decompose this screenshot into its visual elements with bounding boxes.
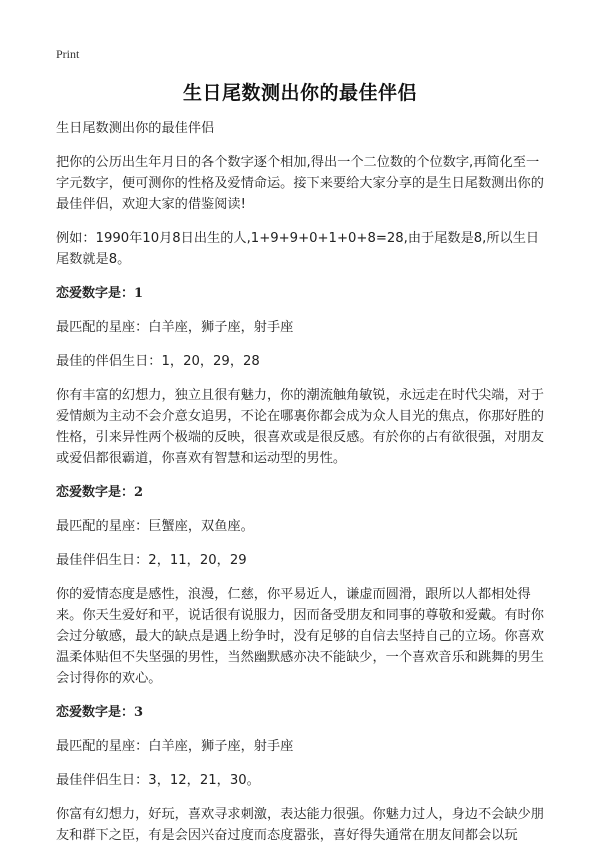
example-paragraph: 例如：1990年10月8日出生的人,1+9+9+0+1+0+8=28,由于尾数是8,所以生日尾数就是8。 bbox=[56, 231, 540, 267]
section-heading-1: 恋爱数字是：1 bbox=[56, 286, 144, 301]
section-description-3: 你富有幻想力，好玩，喜欢寻求刺激，表达能力很强。你魅力过人，身边不会缺少朋友和群下之臣，有是会因兴奋过度而态度嚣张，喜好得失通常在朋友间都会以玩 bbox=[56, 807, 544, 843]
section-birthdays-1: 最佳的伴侣生日：1，20，29，28 bbox=[56, 354, 260, 369]
page-title: 生日尾数测出你的最佳伴侣 bbox=[182, 82, 417, 104]
intro-paragraph: 把你的公历出生年月日的各个数字逐个相加,得出一个二位数的个位数字,再简化至一字元数字，便可测你的性格及爱情命运。接下来要给大家分享的是生日尾数测出你的最佳伴侣，欢迎大家的借鉴阅读! bbox=[56, 155, 544, 212]
section-heading-3: 恋爱数字是：3 bbox=[56, 705, 144, 720]
article-body bbox=[56, 118, 550, 859]
section-birthdays-3: 最佳伴侣生日：3，12，21，30。 bbox=[56, 773, 260, 788]
print-link[interactable]: Print bbox=[56, 47, 80, 61]
section-description-1: 你有丰富的幻想力，独立且很有魅力，你的潮流触角敏锐，永远走在时代尖端，对于爱情颇为主动不会介意女追男，不论在哪裏你都会成为众人目光的焦点，你那好胜的性格，引来异性两个极端的反映，很喜欢或是很反感。有於你的占有欲很强，对朋友或爱侣都很霸道，你喜欢有智慧和运动型的男性。 bbox=[56, 388, 544, 466]
section-match-2: 最匹配的星座：巨蟹座，双鱼座。 bbox=[56, 519, 254, 534]
section-heading-2: 恋爱数字是：2 bbox=[56, 485, 144, 500]
section-birthdays-2: 最佳伴侣生日：2，11，20，29 bbox=[56, 553, 247, 568]
section-match-1: 最匹配的星座：白羊座，狮子座，射手座 bbox=[56, 320, 294, 335]
section-match-3: 最匹配的星座：白羊座，狮子座，射手座 bbox=[56, 739, 294, 754]
subtitle: 生日尾数测出你的最佳伴侣 bbox=[56, 121, 215, 136]
section-description-2: 你的爱情态度是感性，浪漫，仁慈，你平易近人，谦虚而圆滑，跟所以人都相处得来。你天生爱好和平，说话很有说服力，因而备受朋友和同事的尊敬和爱戴。有时你会过分敏感，最大的缺点是遇上纷争时，没有足够的自信去坚持自己的立场。你喜欢温柔体贴但不失坚强的男性，当然幽默感亦决不能缺少，一个喜欢音乐和跳舞的男生会讨得你的欢心。 bbox=[56, 587, 544, 686]
